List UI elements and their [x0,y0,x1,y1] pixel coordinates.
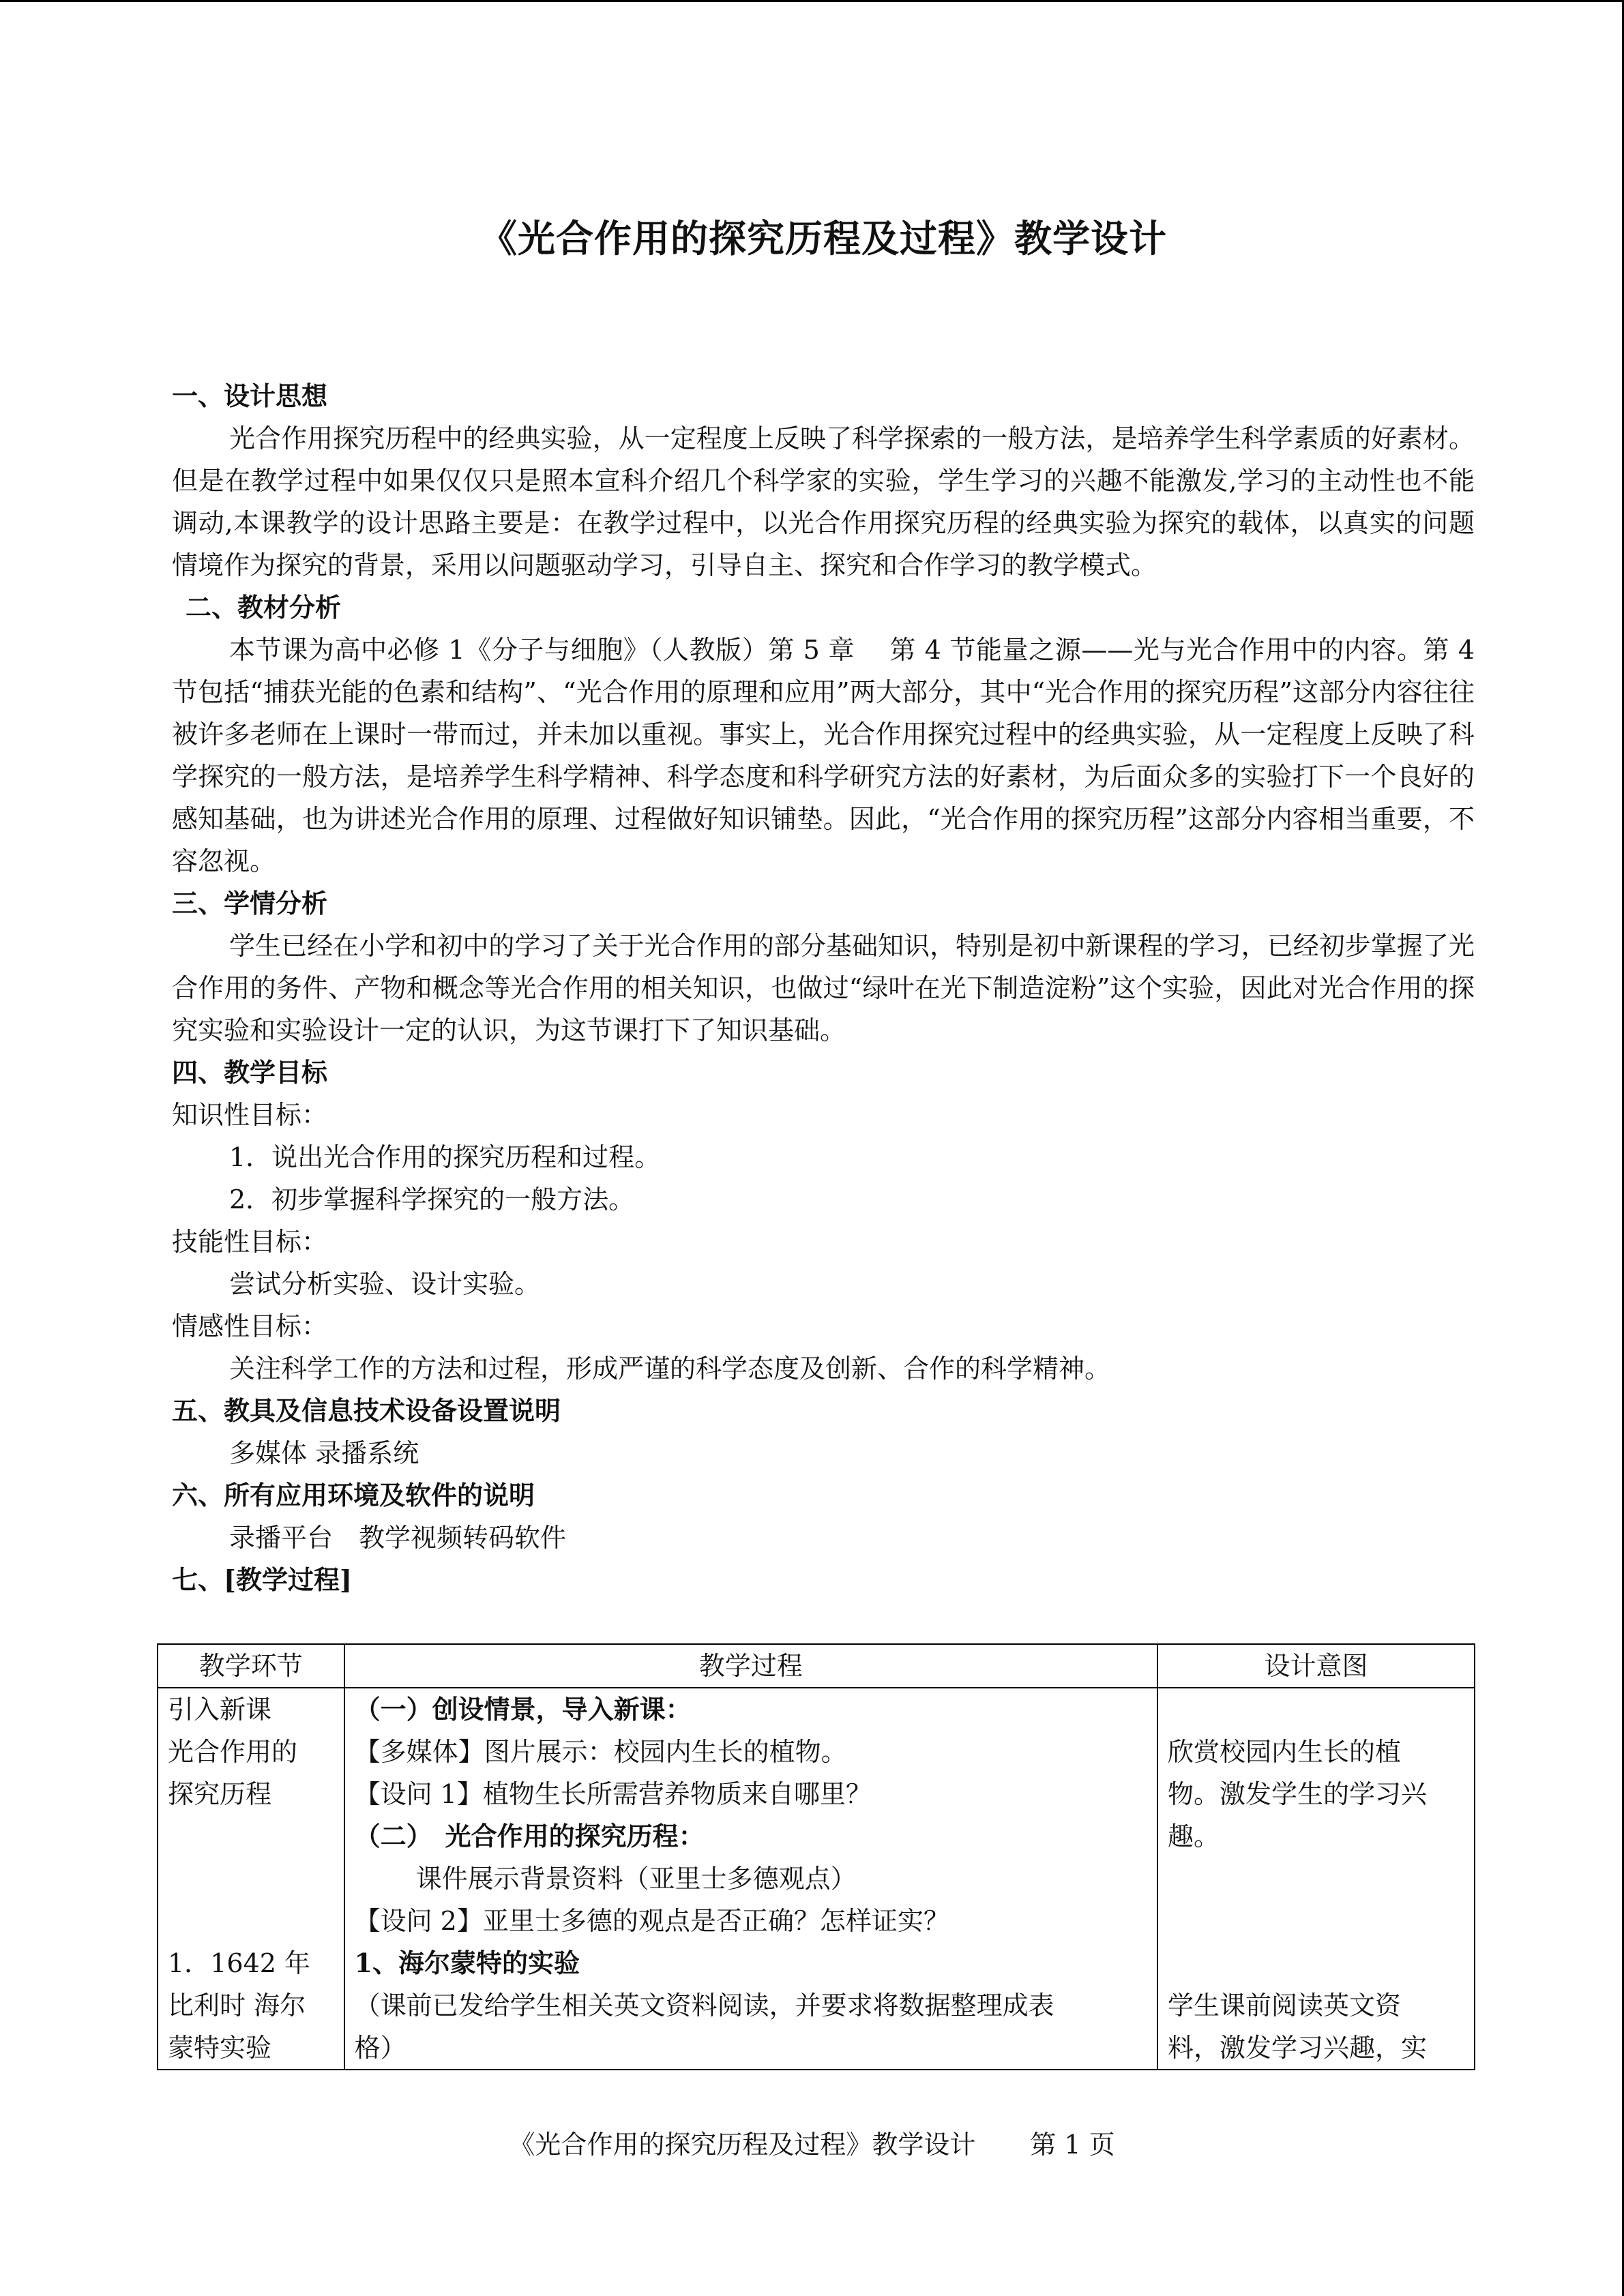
stage-line: 蒙特实验 [168,2033,272,2063]
label-skill-goals: 技能性目标： [172,1227,328,1257]
intent-line: 欣赏校园内生长的植 [1168,1737,1402,1767]
header-process: 教学过程 [344,1644,1157,1688]
label-emotion-goals: 情感性目标： [172,1311,328,1341]
heading-design-idea: 一、设计思想 [172,381,328,411]
intent-spacer [1168,1900,1464,1942]
paragraph-textbook-analysis: 本节课为高中必修 1《分子与细胞》（人教版）第 5 章 第 4 节能量之源——光与光合作用中的内容。第 4 节包括“捕获光能的色素和结构”、“光合作用的原理和应用”两大部分，其中“光合作用的探究历程”这部分内容往往被许多老师在上课时一带而过，并未加以重视。事实上，光合作用探究过程中的经典实验，从一定程度上反映了科学探究的一般方法，是培养学生科学精神、科学态度和科学研究方法的好素材，为后面众多的实验打下一个良好的感知基础，也为讲述光合作用的原理、过程做好知识铺垫。因此，“光合作用的探究历程”这部分内容相当重要，不容忽视。 [172,635,1475,876]
paragraph-design-idea: 光合作用探究历程中的经典实验，从一定程度上反映了科学探索的一般方法，是培养学生科学素质的好素材。但是在教学过程中如果仅仅只是照本宣科介绍几个科学家的实验，学生学习的兴趣不能激发,学习的主动性也不能调动,本课教学的设计思路主要是：在教学过程中，以光合作用探究历程的经典实验为探究的载体，以真实的问题情境作为探究的背景，采用以问题驱动学习，引导自主、探究和合作学习的教学模式。 [172,423,1475,580]
equipment-text: 多媒体 录播系统 [229,1438,419,1468]
page-top-border [0,0,1624,2]
heading-teaching-process: 七、[教学过程] [172,1564,352,1595]
page-footer [0,2124,1624,2165]
process-line: 【设问 1】植物生长所需营养物质来自哪里？ [354,1779,872,1809]
process-line: （一）创设情景，导入新课： [354,1694,692,1725]
intent-spacer [1168,1942,1464,1984]
cell-process [344,1688,1157,2070]
page-title: 《光合作用的探究历程及过程》教学设计 [479,216,1167,260]
document-body [172,211,1475,1601]
knowledge-goal-item: 1．说出光合作用的探究历程和过程。 [229,1142,661,1172]
process-line: 1、海尔蒙特的实验 [354,1948,580,1978]
intent-line: 学生课前阅读英文资 [1168,1991,1402,2021]
heading-equipment: 五、教具及信息技术设备设置说明 [172,1395,561,1426]
intent-line: 趣。 [1168,1821,1220,1851]
stage-line: 1．1642 年 [168,1948,310,1978]
heading-teaching-goals: 四、教学目标 [172,1057,328,1088]
process-line: 【设问 2】亚里士多德的观点是否正确？怎样证实？ [354,1906,949,1936]
paragraph-student-analysis: 学生已经在小学和初中的学习了关于光合作用的部分基础知识，特别是初中新课程的学习，已经初步掌握了光合作用的务件、产物和概念等光合作用的相关知识，也做过“绿叶在光下制造淀粉”这个实验，因此对光合作用的探究实验和实验设计一定的认识，为这节课打下了知识基础。 [172,931,1475,1045]
stage-spacer [168,1900,334,1942]
stage-line: 比利时 海尔 [168,1991,306,2021]
teaching-process-table [157,1643,1475,2070]
stage-spacer [168,1858,334,1900]
stage-line: 引入新课 [168,1695,272,1725]
stage-line: 探究历程 [168,1779,272,1809]
header-stage: 教学环节 [158,1644,344,1688]
process-line: 课件展示背景资料（亚里士多德观点） [415,1864,857,1894]
cell-intent [1157,1688,1475,2070]
footer-page-number: 第 1 页 [1030,2130,1115,2160]
process-line: 格） [354,2033,407,2063]
table-header-row [158,1644,1475,1688]
intent-spacer [1168,1858,1464,1900]
table-row [158,1688,1475,2070]
label-knowledge-goals: 知识性目标： [172,1100,328,1130]
process-line: （二） 光合作用的探究历程： [354,1821,705,1851]
skill-goal-text: 尝试分析实验、设计实验。 [229,1269,541,1299]
heading-student-analysis: 三、学情分析 [172,888,328,919]
header-intent: 设计意图 [1157,1644,1475,1688]
heading-software: 六、所有应用环境及软件的说明 [172,1480,535,1510]
emotion-goal-text: 关注科学工作的方法和过程，形成严谨的科学态度及创新、合作的科学精神。 [229,1354,1111,1384]
heading-textbook-analysis: 二、教材分析 [186,592,342,623]
process-line: （课前已发给学生相关英文资料阅读，并要求将数据整理成表 [354,1991,1054,2021]
stage-line: 光合作用的 [168,1737,298,1767]
intent-spacer [1168,1688,1464,1731]
intent-line: 料，激发学习兴趣，实 [1168,2033,1428,2063]
knowledge-goal-item: 2．初步掌握科学探究的一般方法。 [229,1184,635,1214]
intent-line: 物。激发学生的学习兴 [1168,1779,1428,1809]
footer-title: 《光合作用的探究历程及过程》教学设计 [509,2130,976,2160]
process-line: 【多媒体】图片展示：校园内生长的植物。 [354,1737,847,1767]
stage-spacer [168,1815,334,1858]
software-text: 录播平台 教学视频转码软件 [229,1523,567,1553]
cell-stage [158,1688,344,2070]
